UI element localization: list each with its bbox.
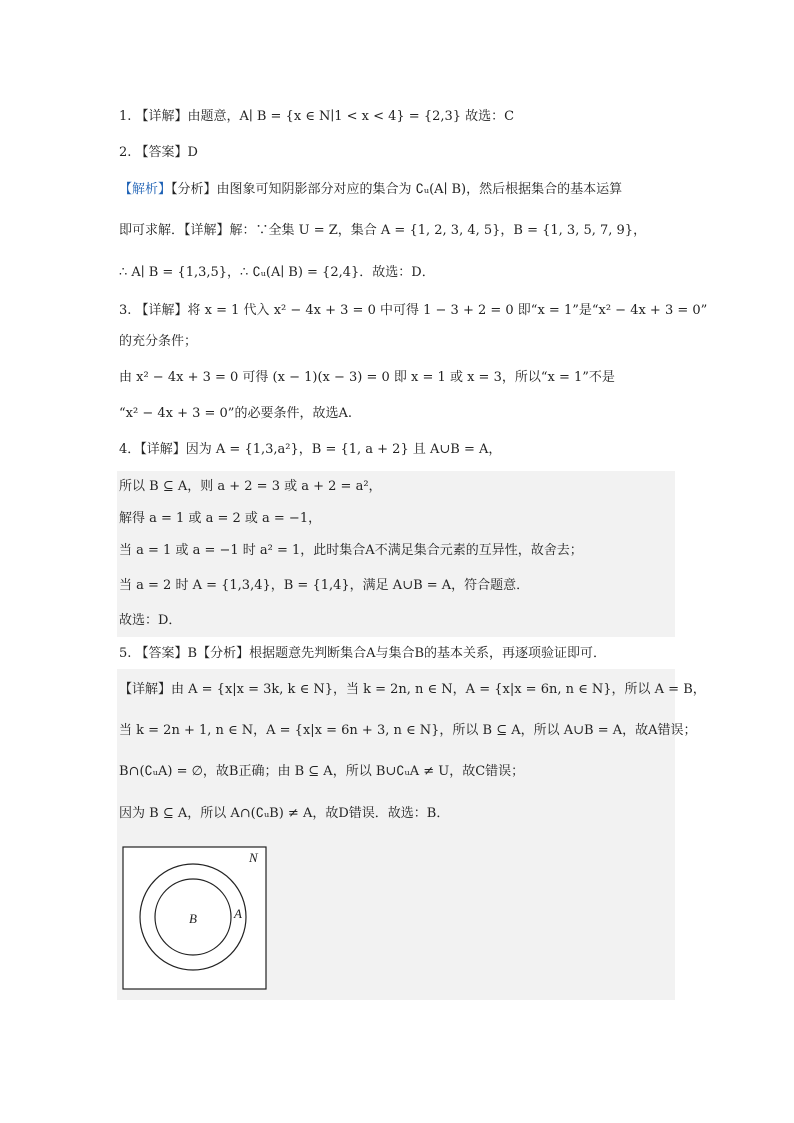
q4-line-1: 4．【详解】因为 A = {1,3,a²}，B = {1, a + 2} 且 A∪B = A， xyxy=(119,442,502,457)
q2-analysis: 【解析】【分析】由图象可知阴影部分对应的集合为 ∁ᵤ(A∣ B)，然后根据集合的基本运算 xyxy=(119,182,623,197)
q2-answer: 2. 【答案】D xyxy=(119,145,198,160)
q5-detail-2: 当 k = 2n + 1, n ∈ N，A = {x|x = 6n + 3, n ∈ N}，所以 B ⊆ A，所以 A∪B = A，故A错误； xyxy=(119,723,697,738)
q4-line-2: 所以 B ⊆ A，则 a + 2 = 3 或 a + 2 = a²， xyxy=(119,479,382,494)
q5-answer-line: 5. 【答案】B【分析】根据题意先判断集合A与集合B的基本关系，再逐项验证即可． xyxy=(119,646,607,661)
q4-line-5: 当 a = 2 时 A = {1,3,4}，B = {1,4}，满足 A∪B = A，符合题意． xyxy=(119,578,530,593)
q3-line-4: “x² − 4x + 3 = 0”的必要条件，故选A. xyxy=(119,406,352,421)
q3-line-3: 由 x² − 4x + 3 = 0 可得 (x − 1)(x − 3) = 0 即 x = 1 或 x = 3，所以“x = 1”不是 xyxy=(119,370,615,385)
q2-conclusion: ∴ A∣ B = {1,3,5}，∴ ∁ᵤ(A∣ B) = {2,4}．故选：D． xyxy=(119,265,435,280)
q5-detail-1: 【详解】由 A = {x|x = 3k, k ∈ N}，当 k = 2n, n ∈ N，A = {x|x = 6n, n ∈ N}，所以 A = B， xyxy=(119,682,706,697)
q1-line: 1. 【详解】由题意，A∣ B = {x ∈ N∣1 < x < 4} = {2,3} 故选：C xyxy=(119,109,515,124)
q5-detail-4: 因为 B ⊆ A，所以 A∩(∁ᵤB) ≠ A，故D错误．故选：B． xyxy=(119,806,450,821)
q4-line-3: 解得 a = 1 或 a = 2 或 a = −1， xyxy=(119,511,322,526)
label-a: A xyxy=(234,906,242,921)
label-n: N xyxy=(249,850,258,865)
q3-line-2: 的充分条件； xyxy=(119,334,198,349)
label-b: B xyxy=(189,911,197,926)
q4-line-6: 故选：D． xyxy=(119,613,182,628)
venn-diagram xyxy=(122,846,268,991)
q5-detail-3: B∩(∁ᵤA) = ∅，故B正确；由 B ⊆ A，所以 B∪∁ᵤA ≠ U，故C错误； xyxy=(119,764,525,779)
q2-detail: 即可求解．【详解】解：∵全集 U = Z，集合 A = {1, 2, 3, 4, 5}，B = {1, 3, 5, 7, 9}， xyxy=(119,223,647,238)
q3-line-1: 3. 【详解】将 x = 1 代入 x² − 4x + 3 = 0 中可得 1 − 3 + 2 = 0 即“x = 1”是“x² − 4x + 3 = 0” xyxy=(119,303,708,318)
jiexi-tag: 【解析】 xyxy=(119,182,172,197)
q4-line-4: 当 a = 1 或 a = −1 时 a² = 1，此时集合A不满足集合元素的互异性，故舍去； xyxy=(119,543,583,558)
